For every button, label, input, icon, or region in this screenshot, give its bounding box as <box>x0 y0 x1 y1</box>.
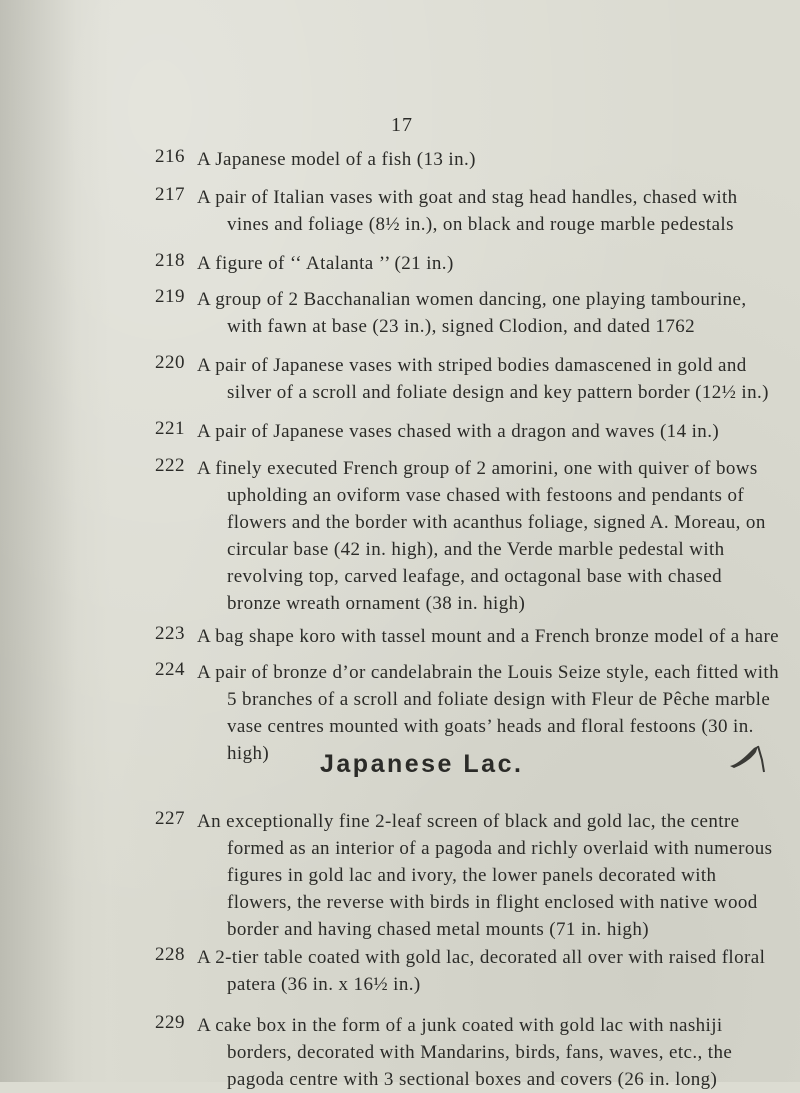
lot-description: A Japanese model of a fish (13 in.) <box>197 149 476 170</box>
section-heading: Japanese Lac. <box>320 750 524 778</box>
lot-number: 217 <box>155 184 185 205</box>
lot-description: A cake box in the form of a junk coated with gold lac with nashiji borders, decorated with Mandarins, birds, fans, waves, etc., the pagoda centre with 3 sectional boxes and covers (26 in. long) <box>197 1015 733 1090</box>
lot-number: 224 <box>155 659 185 680</box>
page-number: 17 <box>391 114 413 136</box>
lot-description: A 2-tier table coated with gold lac, decorated all over with raised floral patera (36 in. x 16½ in.) <box>197 947 766 995</box>
lot-description: A pair of Italian vases with goat and stag head handles, chased with vines and foliage (8½ in.), on black and rouge marble pedestals <box>197 187 738 235</box>
lot-description: A finely executed French group of 2 amorini, one with quiver of bows upholding an oviform vase chased with festoons and pendants of flowers and the border with acanthus foliage, signed A. Moreau, on circular base (42 in. high), and the Verde marble pedestal with revolving top, carved leafage, and octagonal base with chased bronze wreath ornament (38 in. high) <box>197 458 766 614</box>
lot-number: 228 <box>155 944 185 965</box>
lot-number: 220 <box>155 352 185 373</box>
page-edge-stain <box>0 0 110 1082</box>
lot-description: A pair of Japanese vases chased with a dragon and waves (14 in.) <box>197 421 720 442</box>
lot-number: 227 <box>155 808 185 829</box>
lot-number: 221 <box>155 418 185 439</box>
lot-number: 222 <box>155 455 185 476</box>
lot-number: 218 <box>155 250 185 271</box>
brush-mark-icon <box>728 742 768 776</box>
lot-number: 216 <box>155 146 185 167</box>
lot-description: An exceptionally fine 2-leaf screen of black and gold lac, the centre formed as an interior of a pagoda and richly overlaid with numerous figures in gold lac and ivory, the lower panels decorated with flowers, the reverse with birds in flight enclosed with native wood border and having chased metal mounts (71 in. high) <box>197 811 773 940</box>
lot-description: A pair of bronze d’or candelabrain the Louis Seize style, each fitted with 5 branches of a scroll and foliate design with Fleur de Pêche marble vase centres mounted with goats’ heads and floral festoons (30 in. high) <box>197 662 779 764</box>
lot-description: A figure of ‘‘ Atalanta ’’ (21 in.) <box>197 253 454 274</box>
lot-number: 219 <box>155 286 185 307</box>
lot-description: A group of 2 Bacchanalian women dancing, one playing tambourine, with fawn at base (23 in.), signed Clodion, and dated 1762 <box>197 289 747 337</box>
lot-number: 229 <box>155 1012 185 1033</box>
lot-number: 223 <box>155 623 185 644</box>
lot-description: A bag shape koro with tassel mount and a French bronze model of a hare <box>197 626 780 647</box>
lot-description: A pair of Japanese vases with striped bodies damascened in gold and silver of a scroll and foliate design and key pattern border (12½ in.) <box>197 355 769 403</box>
